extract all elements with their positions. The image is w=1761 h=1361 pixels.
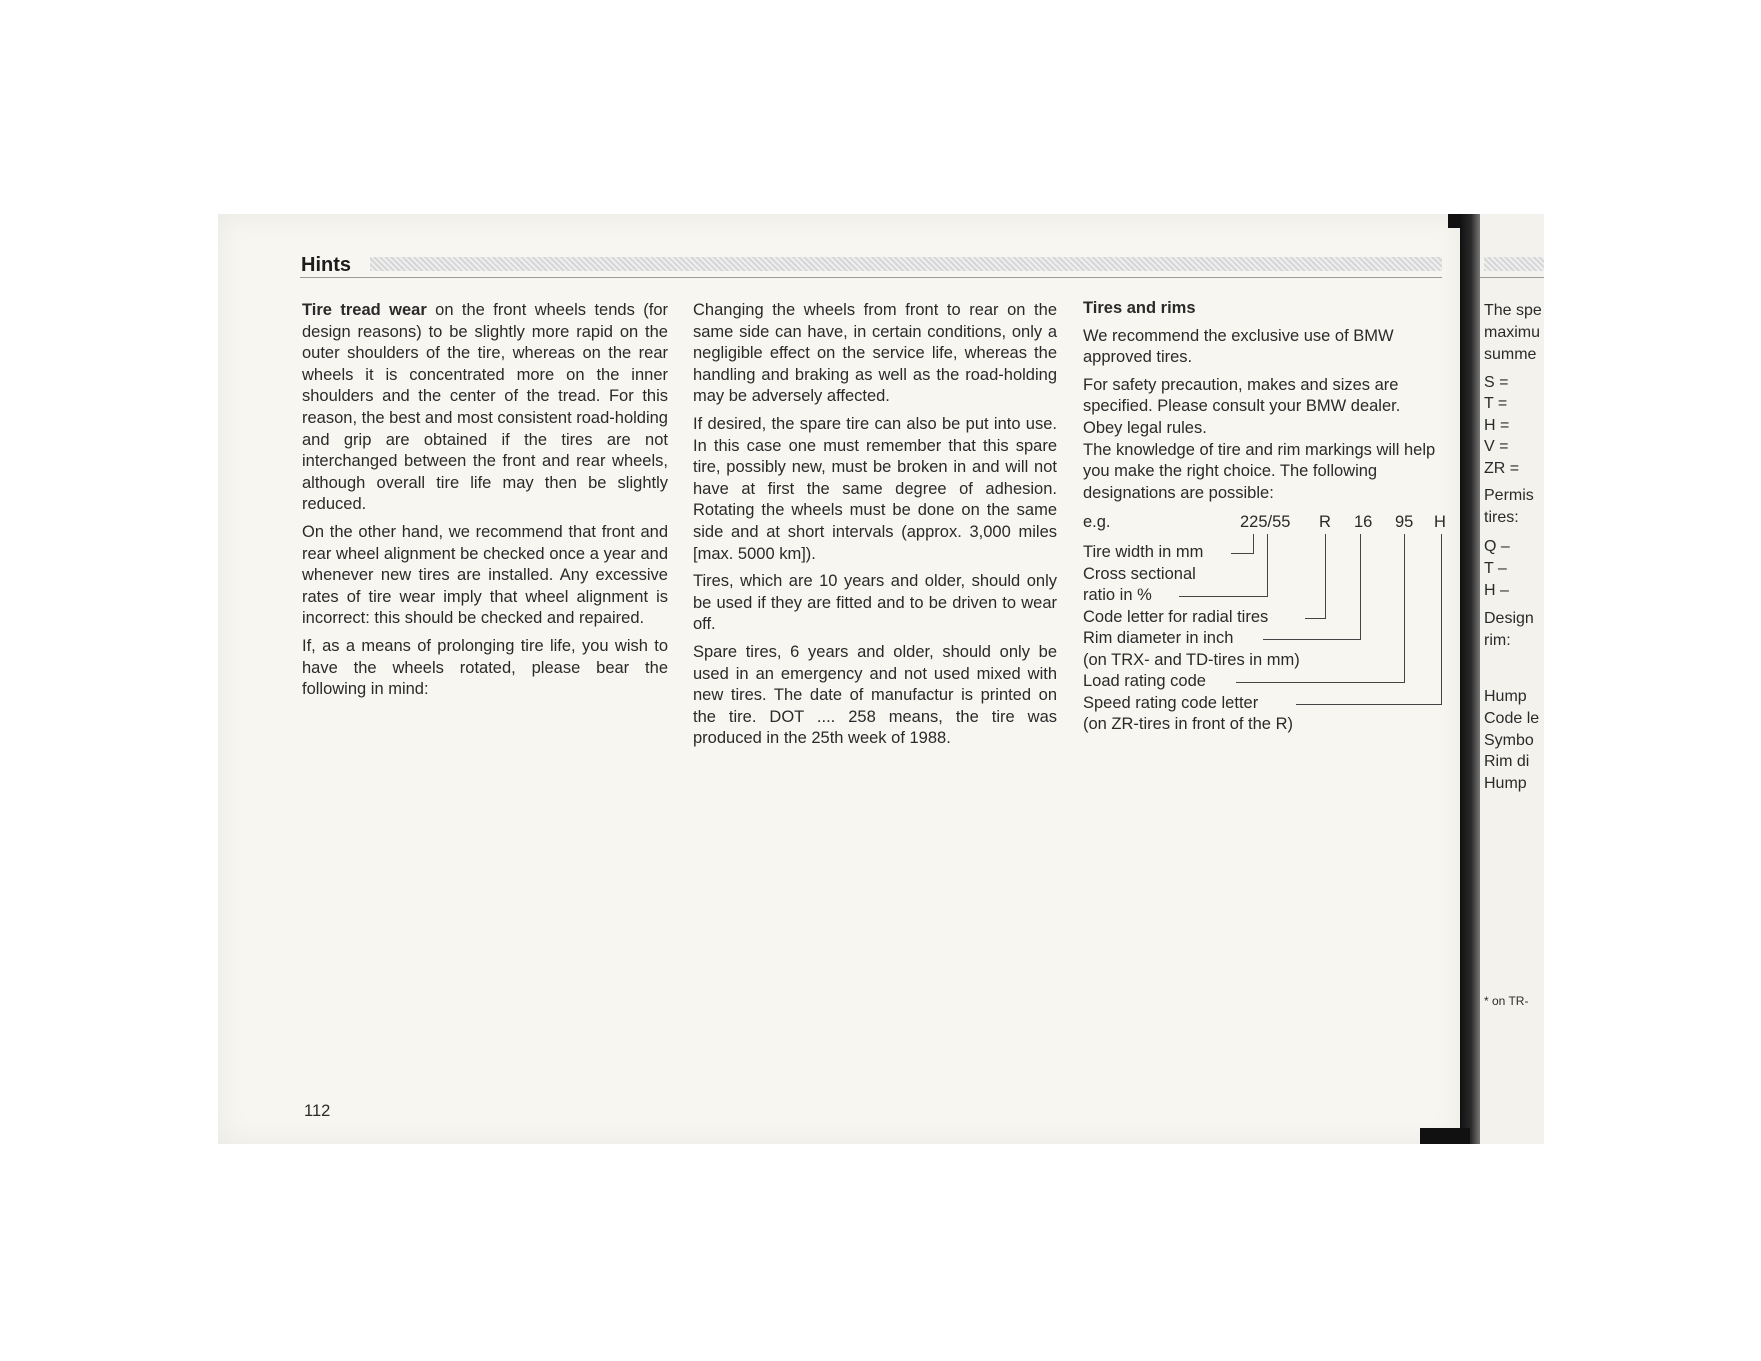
book-spine — [1460, 214, 1480, 1144]
label-rim-1: Rim diameter in inch — [1083, 629, 1234, 647]
label-load: Load rating code — [1083, 672, 1206, 690]
tire-marking-diagram — [1083, 510, 1451, 740]
spine-bottom — [1420, 1128, 1470, 1144]
leader-speed-h — [1296, 704, 1442, 705]
leader-load-h — [1236, 682, 1404, 683]
facing-line: Rim di — [1484, 753, 1530, 770]
example-rim: 16 — [1354, 513, 1373, 531]
section-header: Hints — [301, 254, 351, 276]
leader-load-v — [1404, 534, 1405, 683]
paragraph-alignment: On the other hand, we recommend that front and rear wheel alignment be checked once a year and whenever new tires are installed. Any excessive rates of tire wear imply that wheel alignment is incorrect: this should be checked and repaired. — [302, 522, 668, 628]
paragraph-tread-wear — [302, 300, 668, 516]
column-1 — [302, 300, 668, 707]
paragraph-safety: For safety precaution, makes and sizes are specified. Please consult your BMW dealer. Obey legal rules. — [1083, 375, 1401, 437]
facing-line: T – — [1484, 560, 1507, 577]
paragraph-changing-wheels: Changing the wheels from front to rear on the same side can have, in certain conditions, only a negligible effect on the service life, whereas the handling and braking as well as the road-holding may be adversely affected. — [693, 301, 1057, 406]
leader-radial-v — [1325, 534, 1326, 619]
example-size: 225/55 — [1240, 513, 1291, 531]
facing-page-text — [1480, 214, 1544, 1144]
paragraph-spare-age: Spare tires, 6 years and older, should only be used in an emergency and not used mixed with new tires. The date of manufactur is printed on the tire. DOT .... 258 means, the tire was produced in the 25th week of 1988. — [693, 642, 1057, 748]
leader-cross-v — [1267, 534, 1268, 597]
header-pattern-bar — [370, 257, 1442, 271]
facing-line: Q – — [1484, 538, 1510, 555]
facing-line: Hump — [1484, 775, 1527, 792]
facing-line: Design — [1484, 610, 1534, 627]
leader-rim-h — [1263, 639, 1360, 640]
facing-line: The spe — [1484, 302, 1542, 319]
header-rule — [300, 277, 1442, 278]
page-number: 112 — [304, 1102, 331, 1120]
example-code: R — [1319, 513, 1331, 531]
facing-line: H – — [1484, 582, 1509, 599]
facing-line: rim: — [1484, 632, 1511, 649]
leader-rim-v — [1360, 534, 1361, 640]
leader-radial-h — [1305, 618, 1325, 619]
column-2 — [693, 300, 1057, 756]
facing-line: Permis — [1484, 487, 1534, 504]
facing-line: summe — [1484, 346, 1537, 363]
facing-line: ZR = — [1484, 460, 1520, 477]
facing-line: Code le — [1484, 710, 1540, 727]
example-speed: H — [1434, 513, 1446, 531]
facing-footnote: * on TR- — [1484, 994, 1529, 1008]
paragraph-rotation: If, as a means of prolonging tire life, you wish to have the wheels rotated, please bear the following in mind: — [302, 636, 668, 699]
label-rim-2: (on TRX- and TD-tires in mm) — [1083, 651, 1300, 669]
facing-line: H = — [1484, 417, 1510, 434]
facing-line: T = — [1484, 395, 1508, 412]
label-radial: Code letter for radial tires — [1083, 608, 1269, 626]
facing-line: Hump — [1484, 688, 1527, 705]
paragraph-markings: The knowledge of tire and rim markings will help you make the right choice. The following designations are possible: — [1083, 440, 1436, 502]
tread-wear-lead: Tire tread wear — [302, 301, 427, 319]
paragraph-tire-age: Tires, which are 10 years and older, should only be used if they are fitted and to be driven to wear off. — [693, 572, 1057, 634]
facing-line: tires: — [1484, 509, 1519, 526]
facing-line: maximu — [1484, 324, 1541, 341]
leader-width-h — [1231, 553, 1253, 554]
paragraph-spare-tire: If desired, the spare tire can also be put into use. In this case one must remember that this spare tire, possibly new, must be broken in and will not have at first the same degree of adhesion. Rotating the wheels must be done on the same side and at short intervals (approx. 3,000 miles [max. 5000 km]). — [693, 414, 1057, 563]
leader-cross-h — [1179, 596, 1267, 597]
paragraph-bmw-approved: We recommend the exclusive use of BMW approved tires. — [1083, 326, 1394, 367]
facing-line: V = — [1484, 438, 1509, 455]
column-3 — [1083, 298, 1443, 510]
label-cross-2: ratio in % — [1083, 586, 1152, 604]
label-cross-1: Cross sectional — [1083, 565, 1196, 583]
label-speed-2: (on ZR-tires in front of the R) — [1083, 715, 1293, 733]
tread-wear-text: on the front wheels tends (for design reasons) to be slightly more rapid on the outer shoulders of the tire, whereas on the rear wheels it is concentrated more on the inner shoulders and the center of the tread. For this reason, the best and most consistent road-holding and grip are obtained if the tires are not interchanged between the front and rear wheels, although overall tire life may then be slightly reduced. — [302, 301, 668, 514]
leader-speed-v — [1441, 534, 1442, 705]
facing-line: Symbo — [1484, 732, 1534, 749]
example-eg: e.g. — [1083, 513, 1111, 531]
tires-rims-title: Tires and rims — [1083, 299, 1196, 317]
leader-width-v — [1253, 534, 1254, 554]
example-load: 95 — [1395, 513, 1414, 531]
label-speed-1: Speed rating code letter — [1083, 694, 1259, 712]
facing-line: S = — [1484, 374, 1509, 391]
label-width: Tire width in mm — [1083, 543, 1204, 561]
